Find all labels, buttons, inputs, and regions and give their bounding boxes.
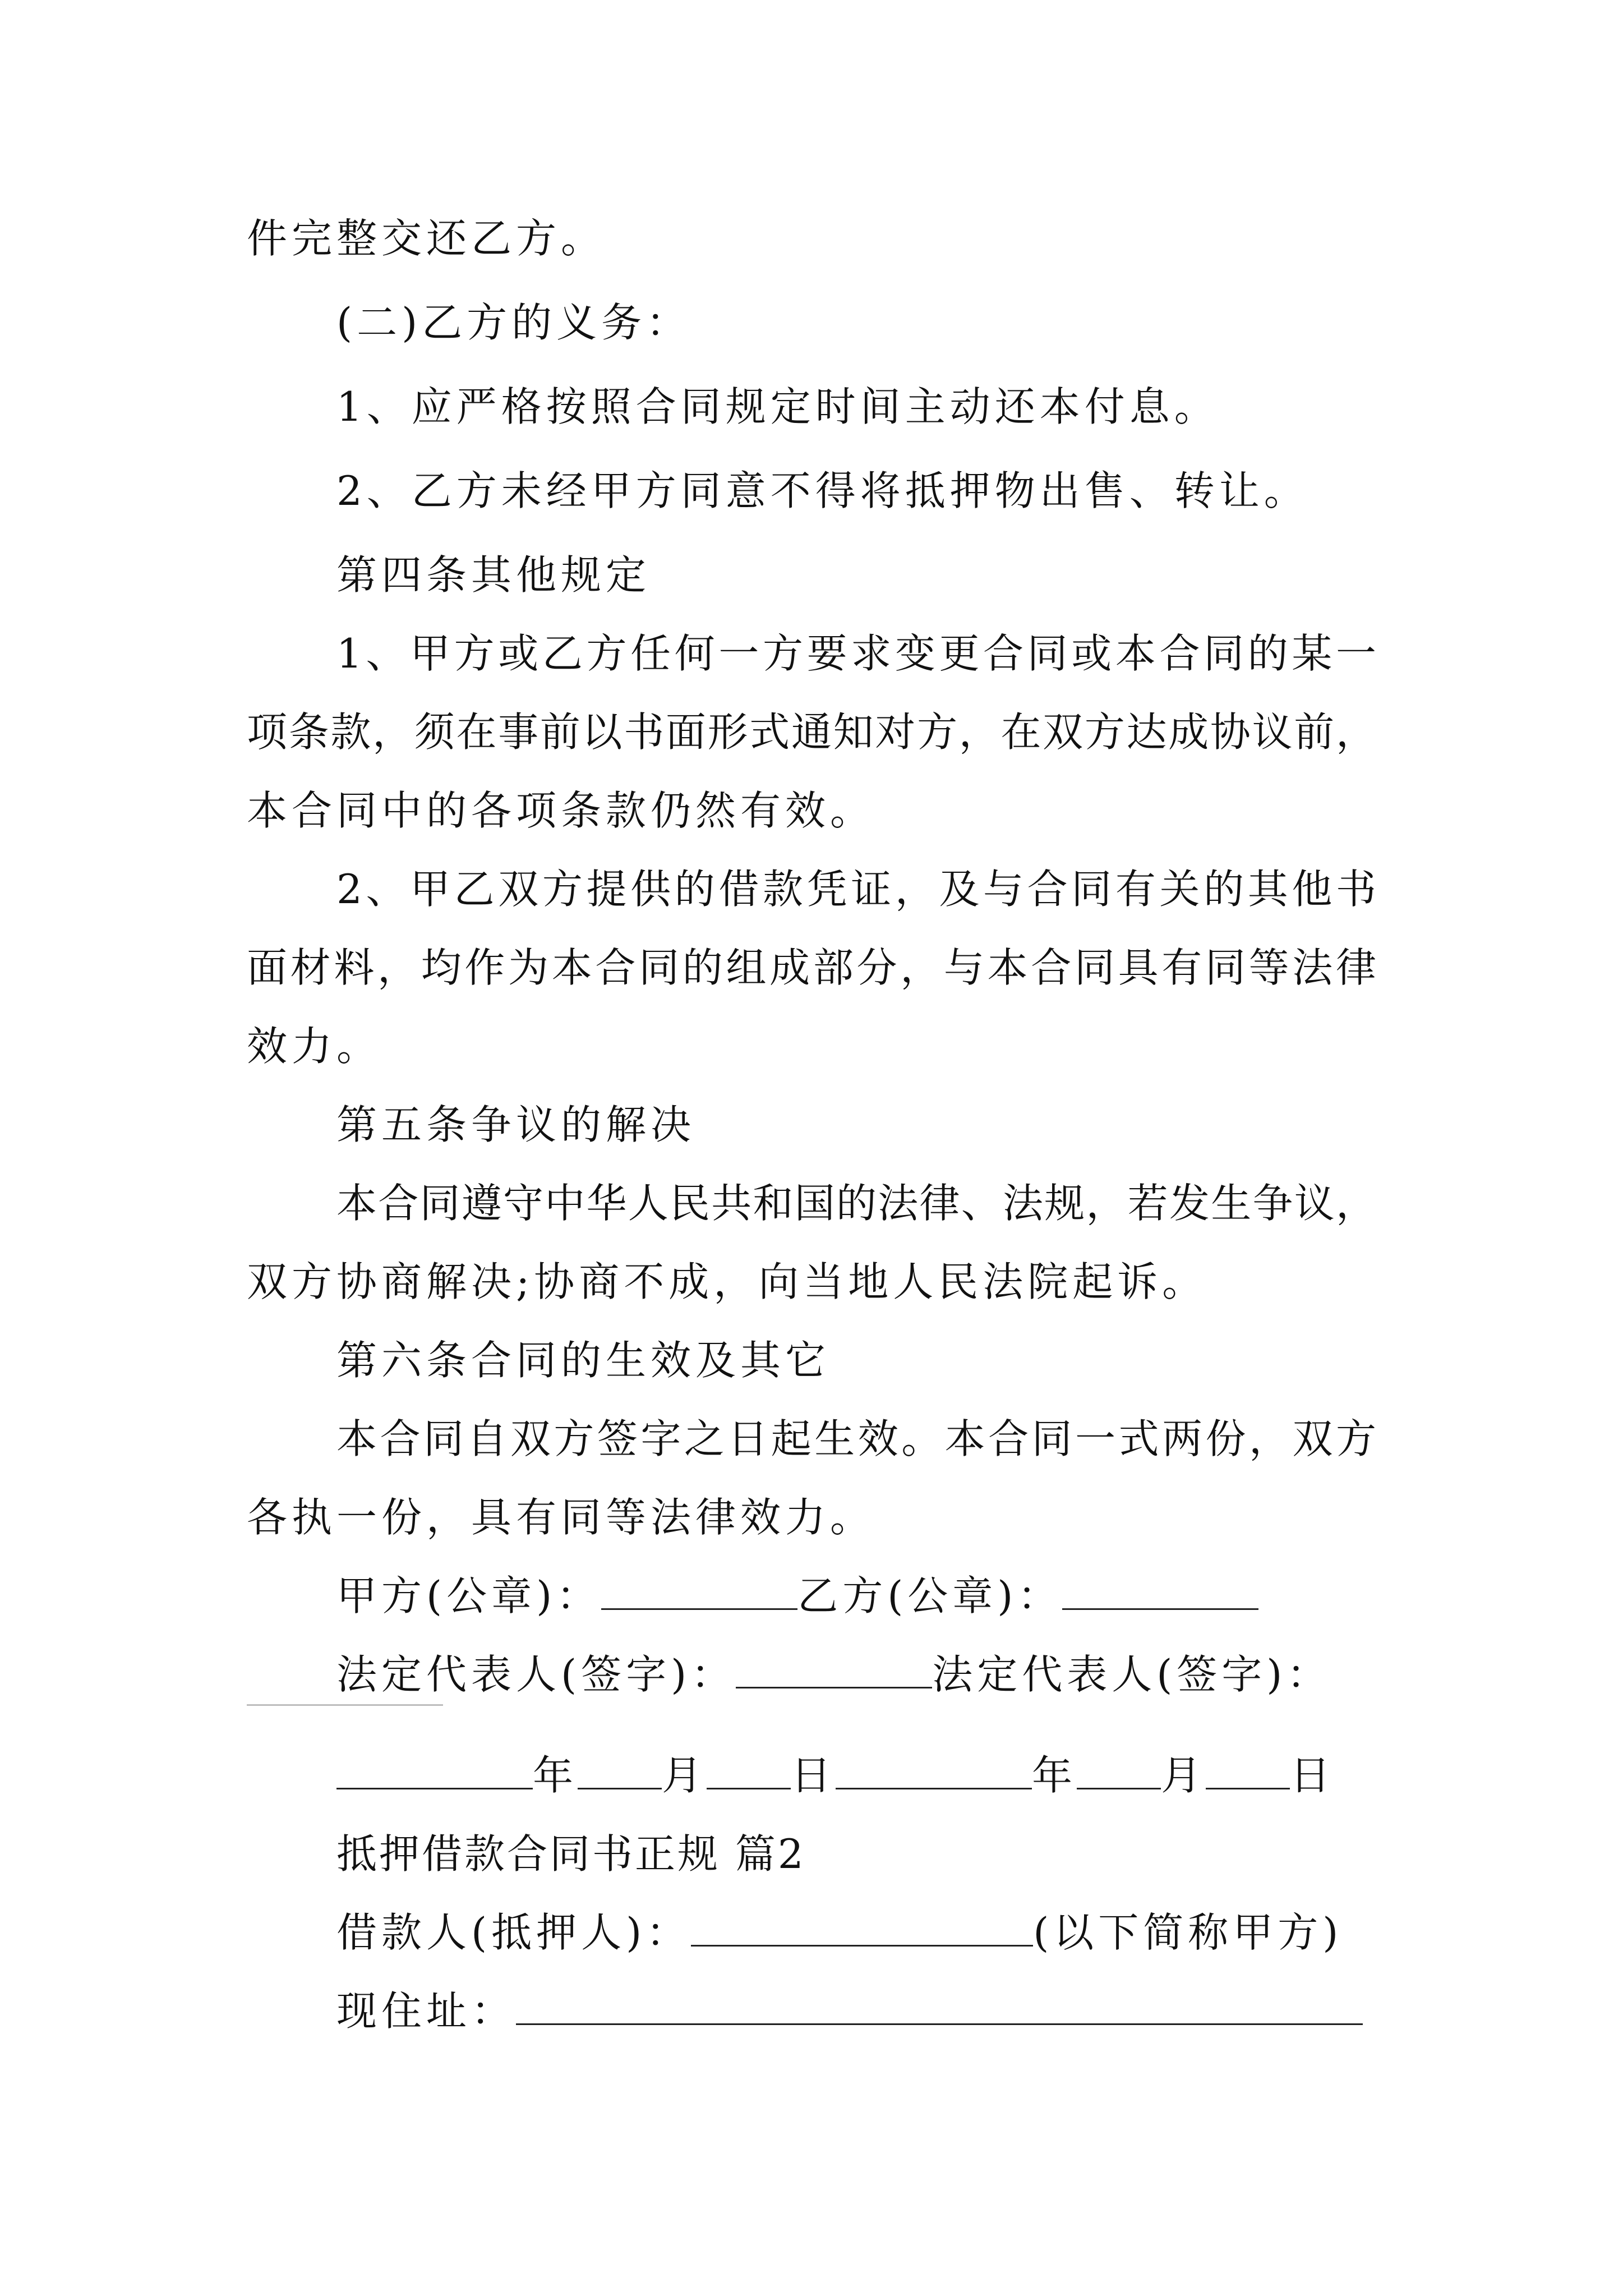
party-a-seal-label: 甲方(公章)：	[336, 1572, 602, 1619]
month-b-label: 月	[1161, 1752, 1206, 1799]
paragraph-line: 本合同遵守中华人民共和国的法律、法规，若发生争议，	[336, 1180, 1376, 1227]
year-a-label: 年	[533, 1752, 578, 1799]
address-label: 现住址：	[336, 1987, 517, 2035]
paragraph-line: 1、甲方或乙方任何一方要求变更合同或本合同的某一	[336, 630, 1376, 677]
address-line	[336, 1983, 1363, 2039]
paragraph-line: 效力。	[247, 1023, 382, 1070]
borrower-label: 借款人(抵押人)：	[336, 1909, 691, 1956]
year-b-label: 年	[1032, 1752, 1077, 1799]
legal-rep-b-blank[interactable]	[247, 1704, 443, 1706]
month-b-blank[interactable]	[1077, 1754, 1161, 1789]
borrower-suffix: (以下简称甲方)	[1033, 1909, 1343, 1956]
paragraph-line: 各执一份，具有同等法律效力。	[247, 1494, 875, 1541]
paragraph-line: 2、乙方未经甲方同意不得将抵押物出售、转让。	[336, 467, 1309, 514]
legal-rep-a-label: 法定代表人(签字)：	[336, 1651, 736, 1698]
paragraph-line: 1、应严格按照合同规定时间主动还本付息。	[336, 383, 1219, 430]
day-b-label: 日	[1290, 1752, 1335, 1799]
section-heading: (二)乙方的义务：	[336, 299, 691, 346]
party-b-seal-label: 乙方(公章)：	[797, 1572, 1063, 1619]
party-a-seal-blank[interactable]	[601, 1575, 797, 1610]
address-blank[interactable]	[516, 1990, 1363, 2025]
paragraph-line: 项条款，须在事前以书面形式通知对方，在双方达成协议前，	[247, 708, 1376, 756]
paragraph-line: 本合同自双方签字之日起生效。本合同一式两份，双方	[336, 1415, 1376, 1462]
signature-line	[336, 1646, 1331, 1703]
year-a-blank[interactable]	[336, 1754, 533, 1789]
paragraph-line: 双方协商解决;协商不成，向当地人民法院起诉。	[247, 1258, 1207, 1305]
paragraph-line: 本合同中的各项条款仍然有效。	[247, 787, 875, 834]
paragraph-line: 2、甲乙双方提供的借款凭证，及与合同有关的其他书	[336, 866, 1376, 913]
borrower-line	[336, 1904, 1343, 1961]
legal-rep-b-label: 法定代表人(签字)：	[932, 1651, 1332, 1698]
party-b-seal-blank[interactable]	[1062, 1575, 1258, 1610]
borrower-blank[interactable]	[691, 1911, 1033, 1947]
day-b-blank[interactable]	[1206, 1754, 1290, 1789]
day-a-blank[interactable]	[707, 1754, 791, 1789]
year-b-blank[interactable]	[836, 1754, 1032, 1789]
legal-rep-a-blank[interactable]	[736, 1653, 932, 1688]
section-title: 抵押借款合同书正规 篇2	[336, 1830, 806, 1878]
day-a-label: 日	[791, 1752, 836, 1799]
signature-line	[336, 1568, 1258, 1624]
article-heading: 第四条其他规定	[336, 551, 651, 599]
paragraph-line: 面材料，均作为本合同的组成部分，与本合同具有同等法律	[247, 944, 1376, 991]
date-line	[336, 1747, 1335, 1803]
paragraph-line: 件完整交还乙方。	[247, 215, 606, 262]
month-a-label: 月	[662, 1752, 707, 1799]
month-a-blank[interactable]	[578, 1754, 662, 1789]
article-heading: 第六条合同的生效及其它	[336, 1337, 831, 1384]
article-heading: 第五条争议的解决	[336, 1101, 696, 1148]
